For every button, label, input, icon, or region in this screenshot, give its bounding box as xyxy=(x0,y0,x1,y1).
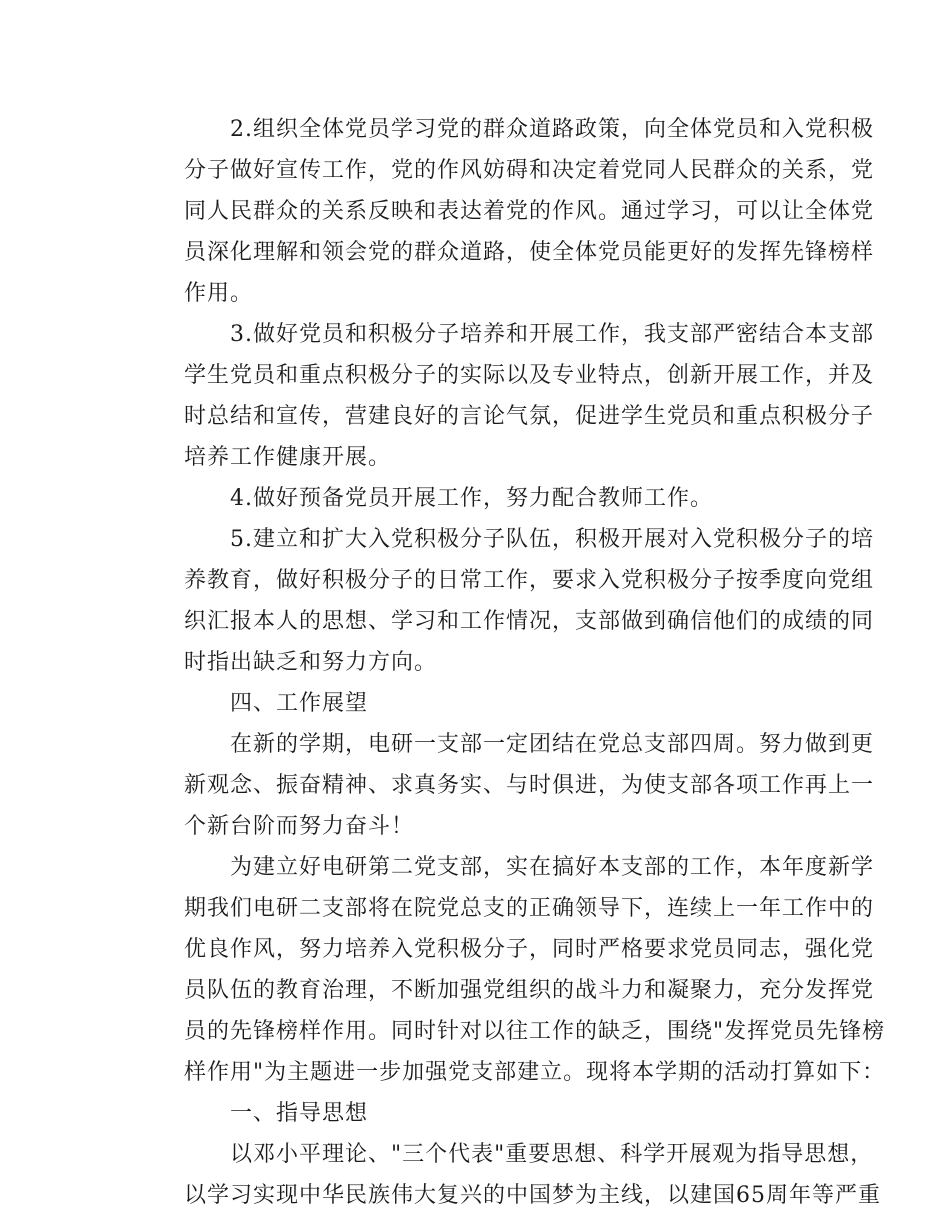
paragraph xyxy=(138,109,875,314)
text-line: 培养工作健康开展。 xyxy=(184,445,392,470)
text-line: 员深化理解和领会党的群众道路，使全体党员能更好的发挥先锋榜样 xyxy=(184,240,875,265)
paragraph xyxy=(138,683,814,724)
text-line: 2.组织全体党员学习党的群众道路政策，向全体党员和入党积极 xyxy=(230,117,874,142)
paragraph xyxy=(138,314,875,478)
text-line: 时指出缺乏和努力方向。 xyxy=(184,650,438,675)
paragraph xyxy=(138,478,814,519)
text-line: 以邓小平理论、"三个代表"重要思想、科学开展观为指导思想， xyxy=(230,1142,874,1167)
paragraph xyxy=(138,724,875,847)
text-line: 学生党员和重点积极分子的实际以及专业特点，创新开展工作，并及 xyxy=(184,363,875,388)
text-line: 织汇报本人的思想、学习和工作情况，支部做到确信他们的成绩的同 xyxy=(184,609,875,634)
text-line: 分子做好宣传工作，党的作风妨碍和决定着党同人民群众的关系，党 xyxy=(184,158,875,183)
paragraph xyxy=(138,1134,881,1216)
text-line: 新观念、振奋精神、求真务实、与时俱进，为使支部各项工作再上一 xyxy=(184,773,875,798)
text-line: 3.做好党员和积极分子培养和开展工作，我支部严密结合本支部 xyxy=(230,322,874,347)
document-body xyxy=(138,109,886,1216)
text-line: 一、指导思想 xyxy=(230,1101,369,1126)
text-line: 4.做好预备党员开展工作，努力配合教师工作。 xyxy=(230,486,713,511)
text-line: 员的先锋榜样作用。同时针对以往工作的缺乏，围绕"发挥党员先锋榜 xyxy=(184,1019,886,1044)
text-line: 为建立好电研第二党支部，实在搞好本支部的工作，本年度新学 xyxy=(230,855,875,880)
text-line: 5.建立和扩大入党积极分子队伍，积极开展对入党积极分子的培 xyxy=(230,527,874,552)
text-line: 四、工作展望 xyxy=(230,691,369,716)
text-line: 期我们电研二支部将在院党总支的正确领导下，连续上一年工作中的 xyxy=(184,896,875,921)
text-line: 员队伍的教育治理，不断加强党组织的战斗力和凝聚力，充分发挥党 xyxy=(184,978,875,1003)
text-line: 个新台阶而努力奋斗！ xyxy=(184,814,415,839)
paragraph xyxy=(138,519,875,683)
paragraph xyxy=(138,847,886,1093)
text-line: 养教育，做好积极分子的日常工作，要求入党积极分子按季度向党组 xyxy=(184,568,875,593)
paragraph xyxy=(138,1093,814,1134)
text-line: 样作用"为主题进一步加强党支部建立。现将本学期的活动打算如下： xyxy=(184,1060,886,1085)
text-line: 以学习实现中华民族伟大复兴的中国梦为主线，以建国65周年等严重 xyxy=(184,1183,881,1208)
text-line: 在新的学期，电研一支部一定团结在党总支部四周。努力做到更 xyxy=(230,732,875,757)
text-line: 同人民群众的关系反映和表达着党的作风。通过学习，可以让全体党 xyxy=(184,199,875,224)
text-line: 时总结和宣传，营建良好的言论气氛，促进学生党员和重点积极分子 xyxy=(184,404,875,429)
text-line: 作用。 xyxy=(184,281,254,306)
text-line: 优良作风，努力培养入党积极分子，同时严格要求党员同志，强化党 xyxy=(184,937,875,962)
